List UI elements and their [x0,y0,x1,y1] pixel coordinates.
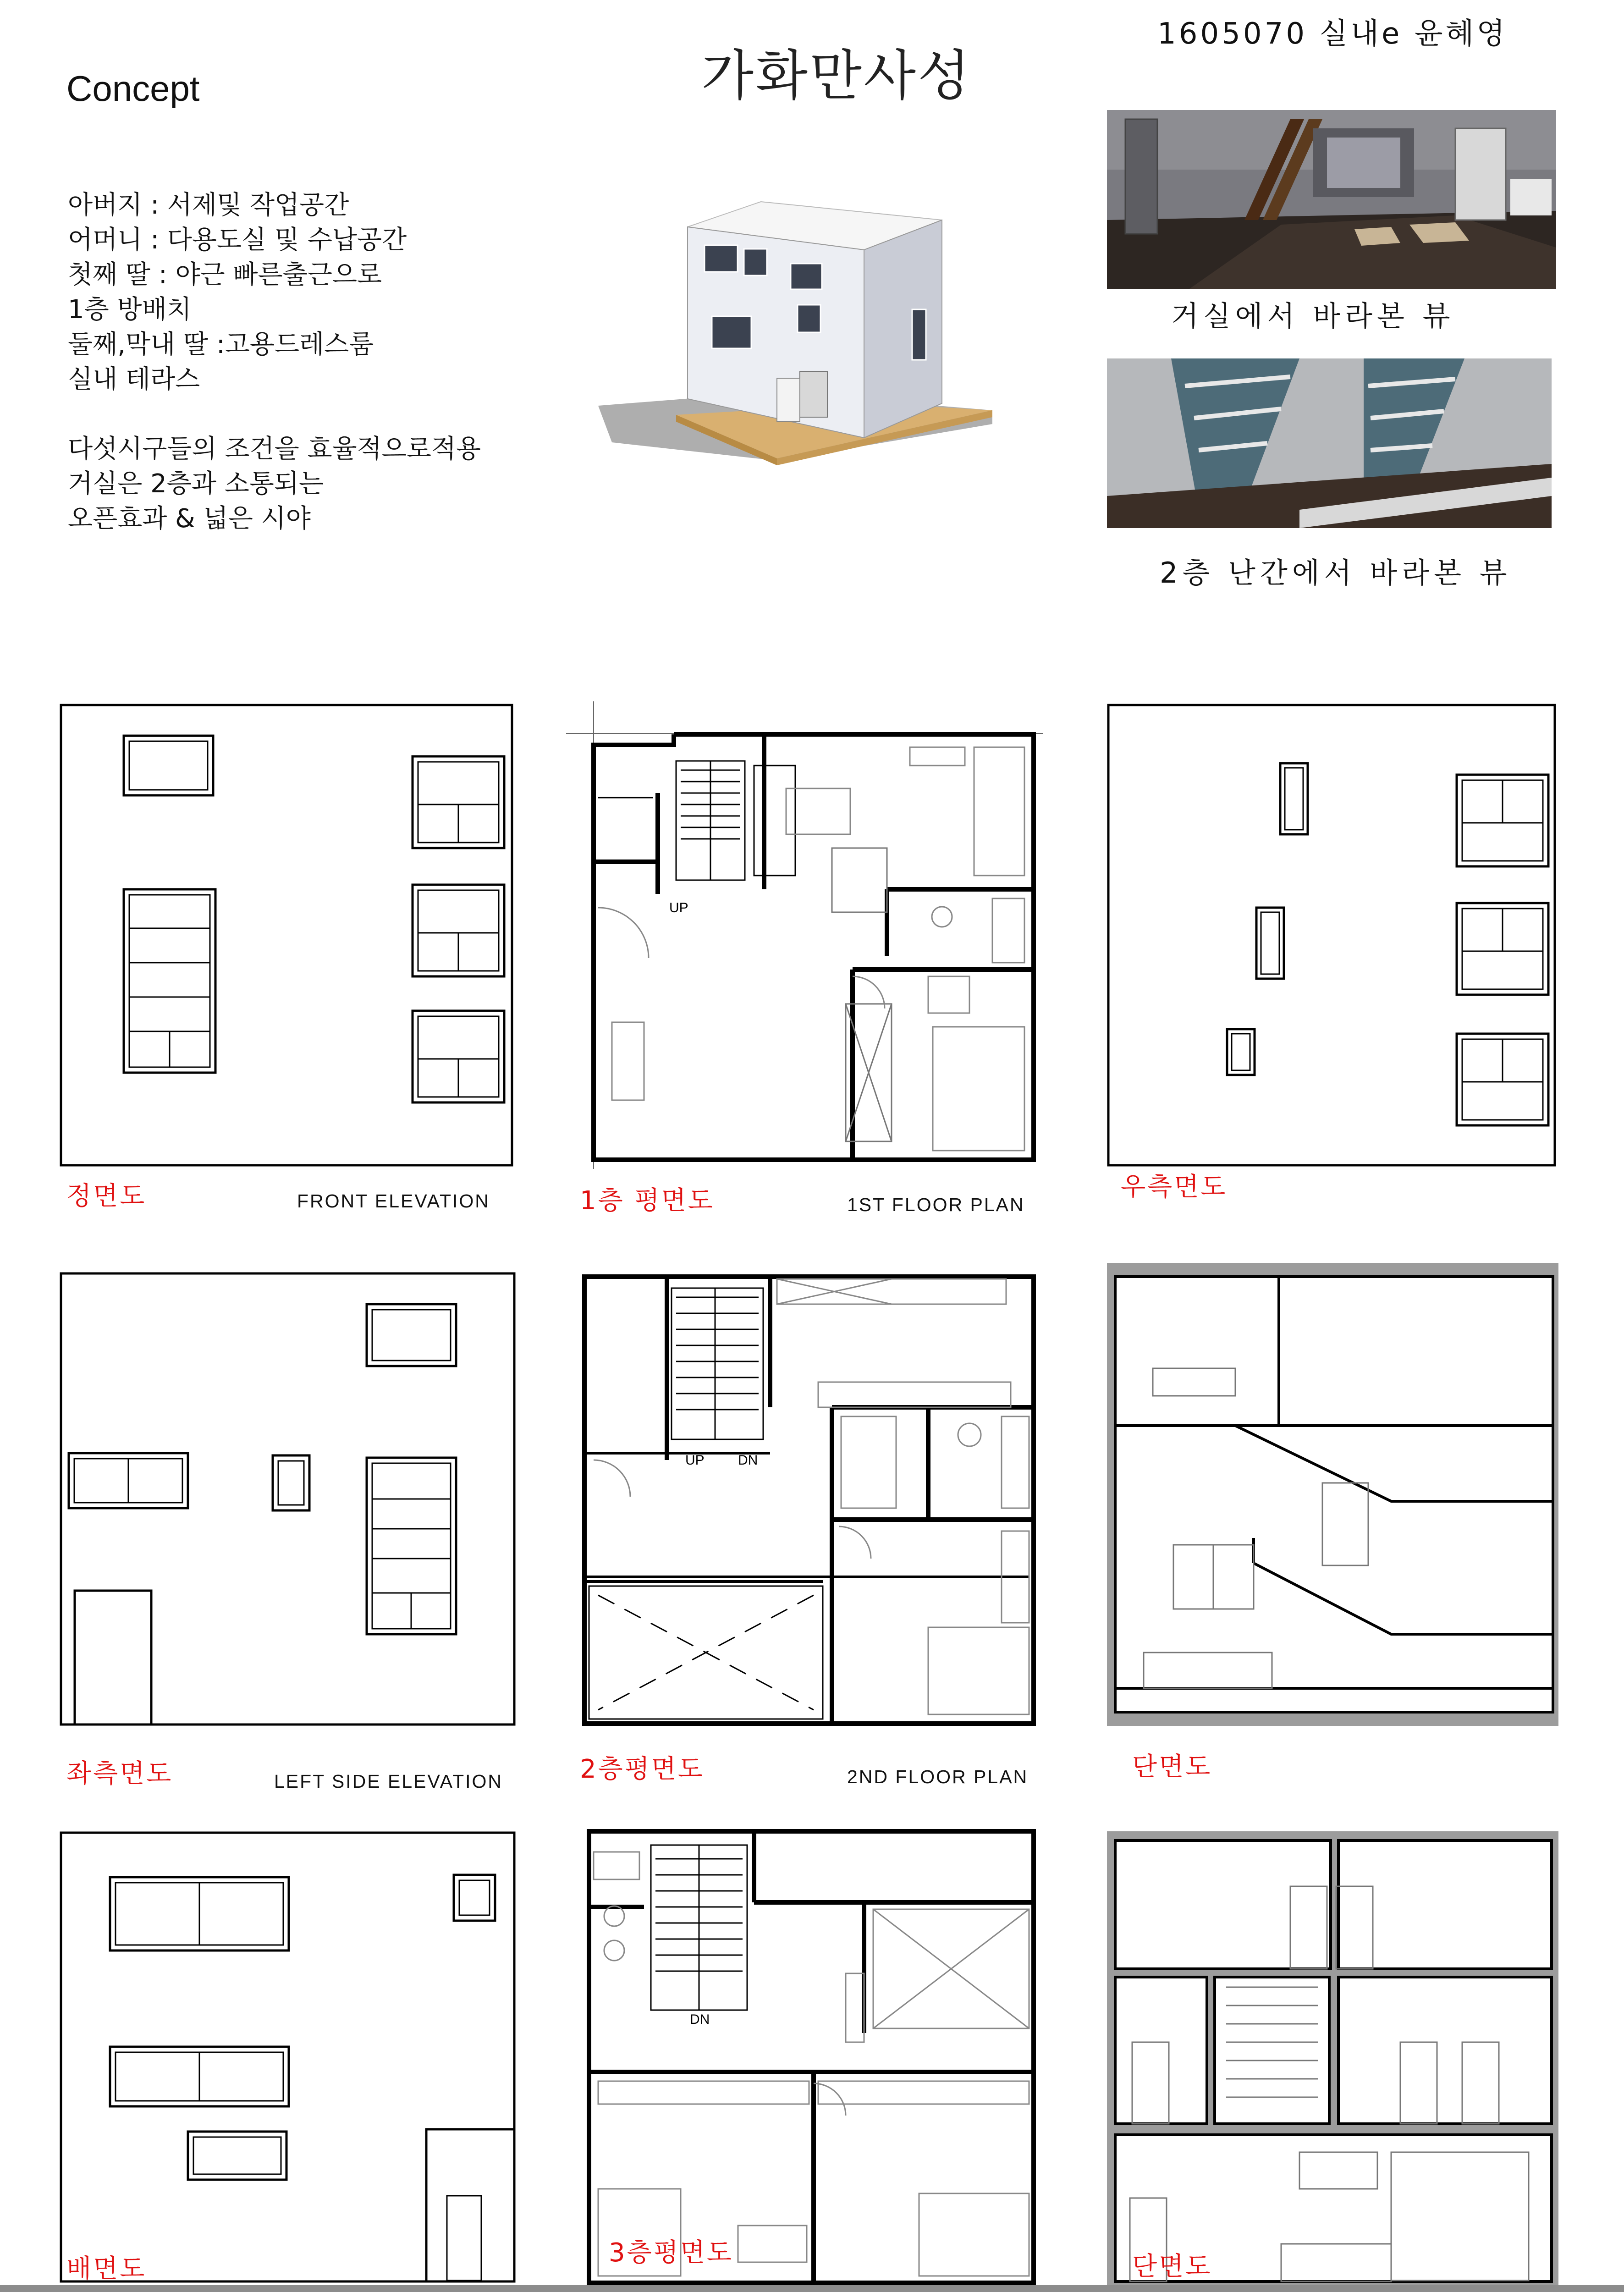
right-elevation-drawing [1107,704,1556,1167]
section-drawing-1 [1107,1263,1558,1726]
third-floor-plan-drawing [580,1827,1043,2285]
concept-program [68,188,407,397]
concept-note-line: 오픈효과 & 넓은 시야 [68,504,311,534]
student-info: 1605070 실내e 윤혜영 [1157,17,1508,51]
second-floor-plan-drawing [575,1270,1043,1728]
concept-note-line: 다섯시구들의 조건을 효율적으로적용 [68,434,481,464]
label-rear-elevation-kr: 배면도 [66,2254,147,2284]
concept-line: 실내 테라스 [68,364,200,394]
stair-up-label: UP [669,900,688,915]
concept-line: 아버지 : 서제및 작업공간 [68,190,349,220]
label-front-elevation-kr: 정면도 [66,1181,147,1211]
section-drawing-2 [1107,1831,1558,2285]
label-section2-kr: 단면도 [1132,2252,1212,2281]
label-floor3-kr: 3층평면도 [609,2238,734,2268]
living-room-view-render [1107,110,1556,289]
concept-note [68,432,481,536]
label-floor2-en: 2ND FLOOR PLAN [847,1766,1029,1787]
label-floor1-kr: 1층 평면도 [580,1186,715,1216]
label-left-elevation-kr: 좌측면도 [66,1759,173,1789]
label-section1-kr: 단면도 [1132,1752,1212,1782]
label-left-elevation-en: LEFT SIDE ELEVATION [274,1771,503,1792]
footer-bar [0,2285,1624,2292]
label-floor1-en: 1ST FLOOR PLAN [847,1194,1025,1215]
concept-heading: Concept [66,68,200,109]
label-front-elevation-en: FRONT ELEVATION [297,1190,490,1212]
concept-line: 어머니 : 다용도실 및 수납공간 [68,225,407,255]
house-3d-model [580,195,997,465]
rear-elevation-drawing [60,1831,516,2283]
concept-line: 둘째,막내 딸 :고용드레스룸 [68,330,374,359]
label-floor2-kr: 2층평면도 [580,1754,705,1784]
label-right-elevation-kr: 우측면도 [1121,1172,1228,1202]
concept-note-line: 거실은 2층과 소통되는 [68,469,324,499]
second-floor-view-render [1107,358,1552,528]
left-elevation-drawing [60,1272,516,1726]
view-caption-living: 거실에서 바라본 뷰 [1171,299,1455,333]
front-elevation-drawing [60,704,513,1167]
stair-down-label: DN [738,1453,758,1468]
first-floor-plan-drawing [566,701,1043,1169]
view-caption-stair: 2층 난간에서 바라본 뷰 [1160,556,1512,590]
concept-line: 첫째 딸 : 야근 빠른출근으로 [68,260,382,290]
board-title: 가화만사성 [701,44,972,107]
stair-down-label: DN [690,2012,710,2027]
stair-up-label: UP [685,1453,705,1468]
concept-line: 1층 방배치 [68,295,192,325]
